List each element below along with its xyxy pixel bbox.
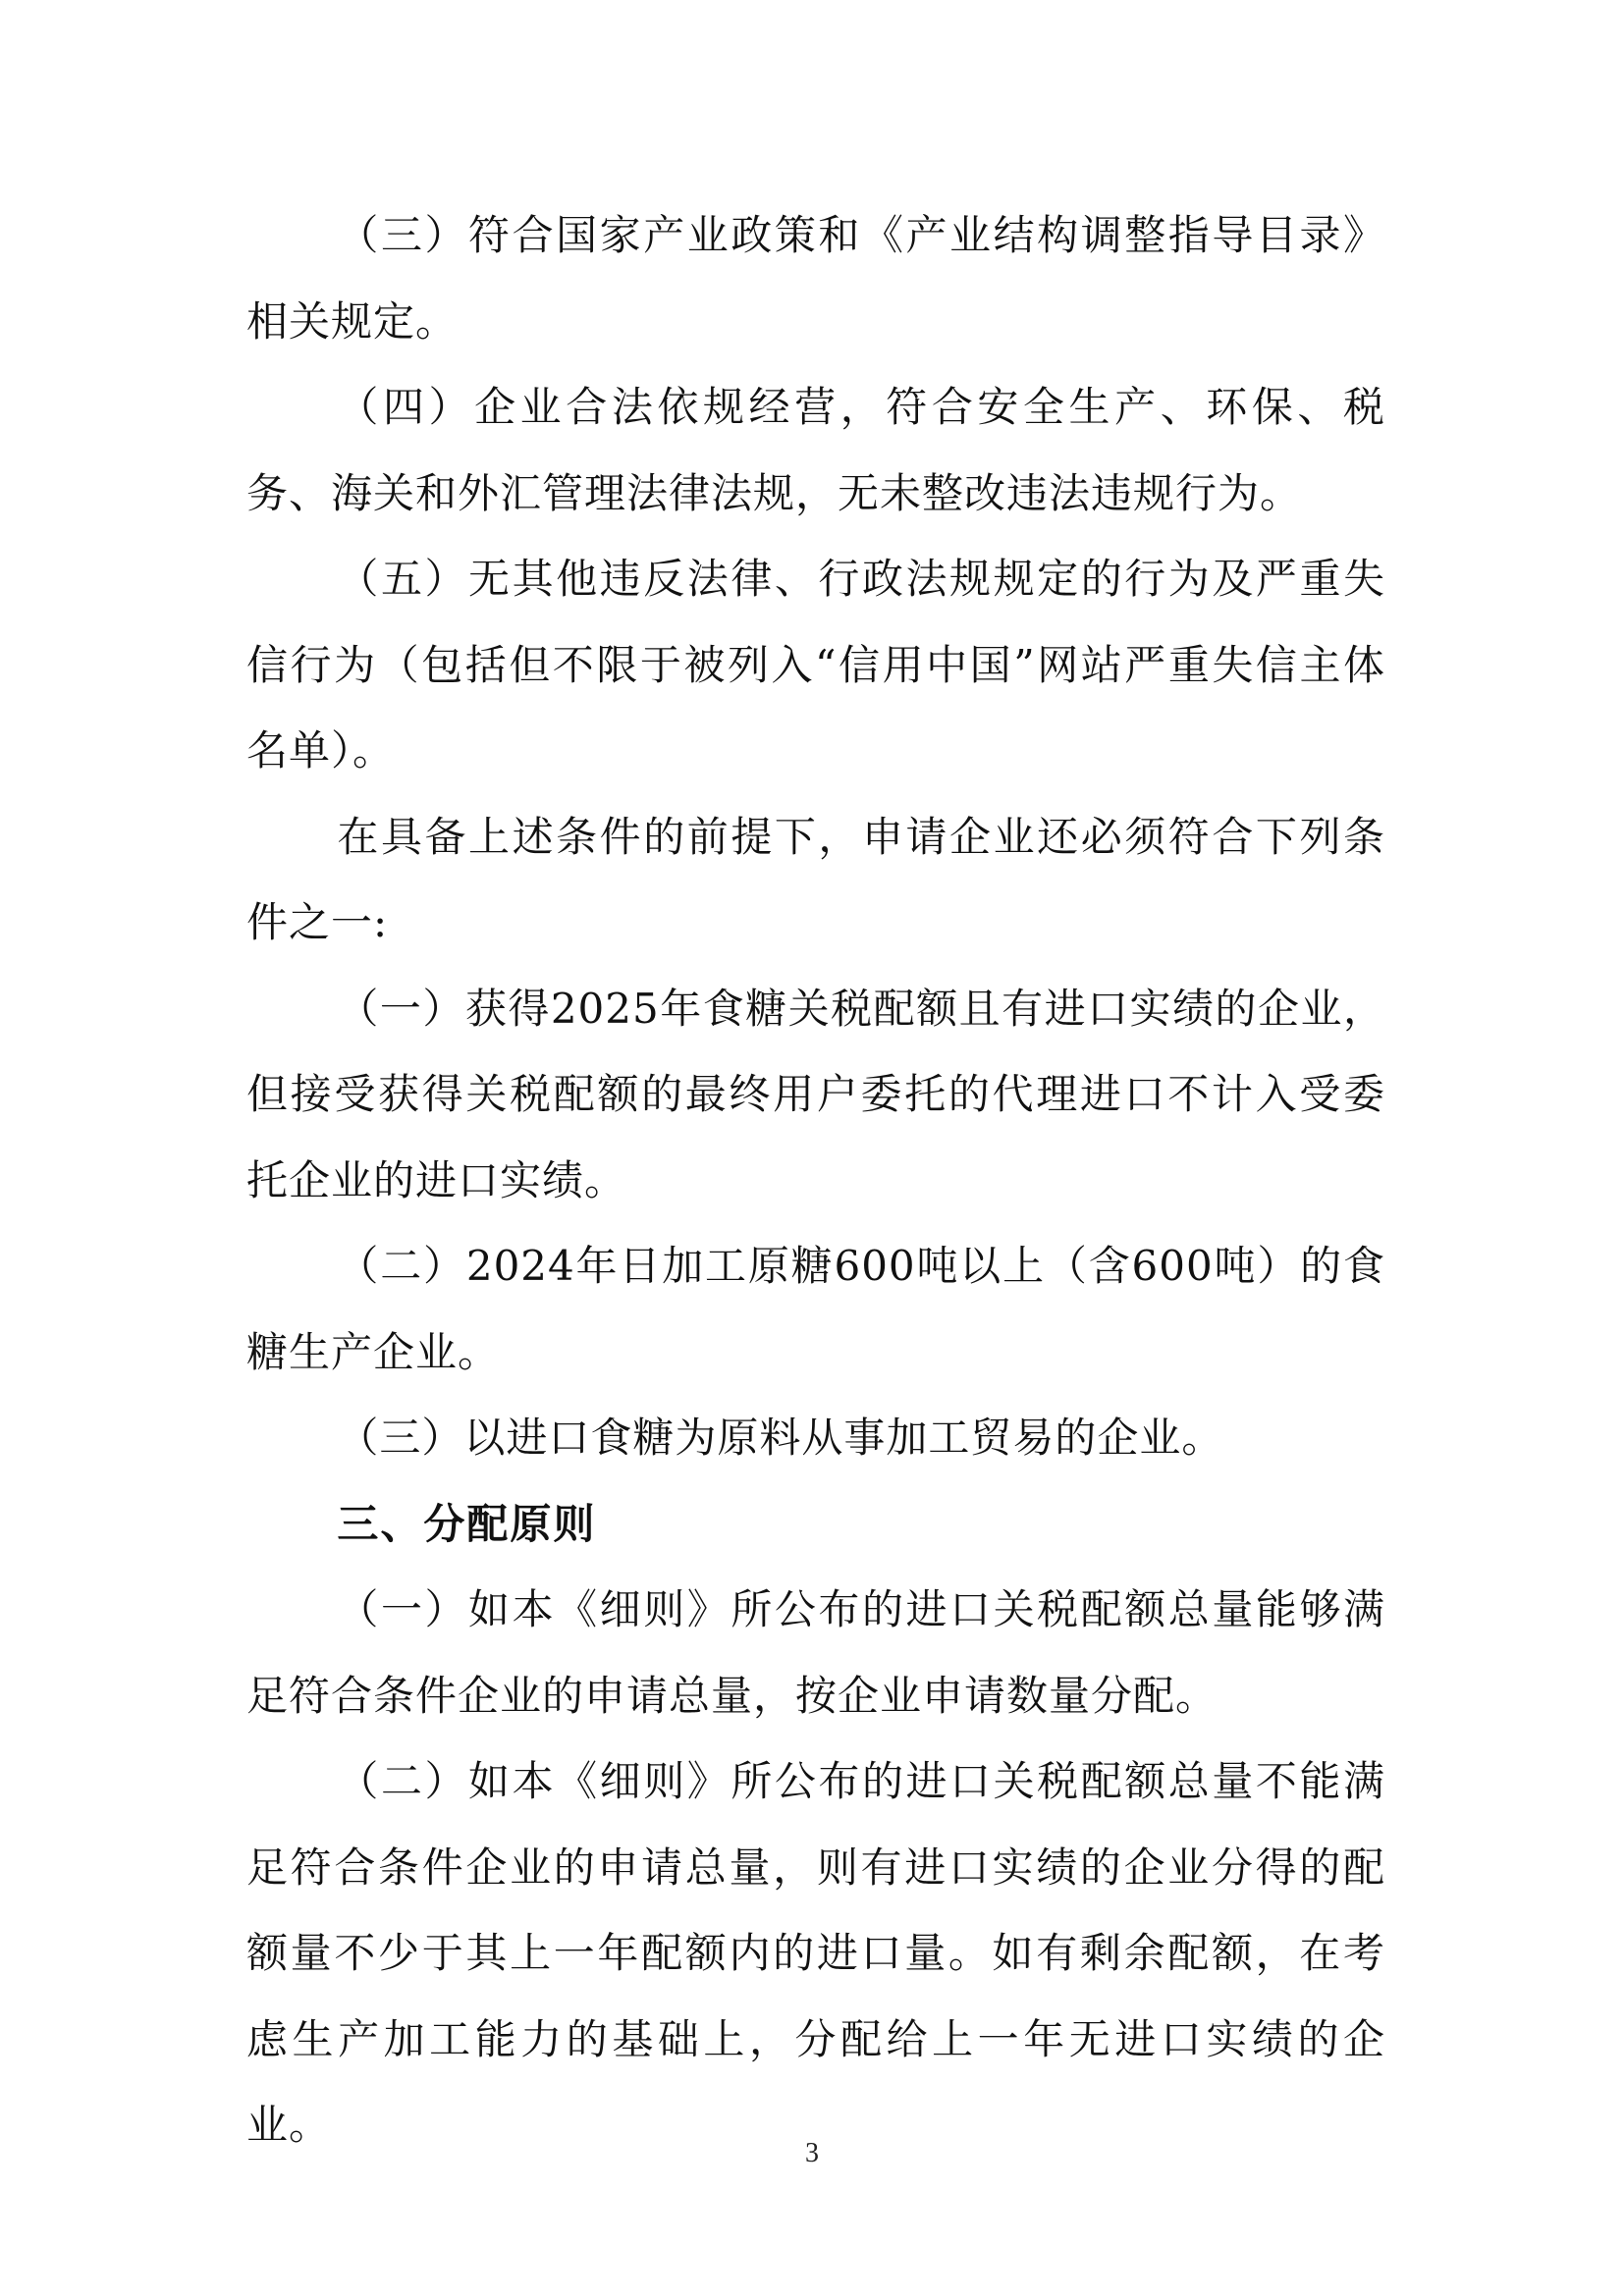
paragraph-principle-1: （一）如本《细则》所公布的进口关税配额总量能够满足符合条件企业的申请总量，按企业申请数量分配。 — [246, 1585, 1385, 1720]
paragraph-condition-3: （三）符合国家产业政策和《产业结构调整指导目录》相关规定。 — [246, 211, 1385, 346]
paragraph-condition-4: （四）企业合法依规经营，符合安全生产、环保、税务、海关和外汇管理法律法规，无未整改违法违规行为。 — [246, 383, 1385, 517]
document-body — [246, 192, 1385, 2168]
paragraph-condition-5: （五）无其他违反法律、行政法规规定的行为及严重失信行为（包括但不限于被列入“信用中国”网站严重失信主体名单）。 — [246, 555, 1385, 774]
paragraph-additional-condition-3: （三）以进口食糖为原料从事加工贸易的企业。 — [337, 1414, 1224, 1462]
section-heading-allocation-principles: 三、分配原则 — [337, 1499, 597, 1548]
paragraph-additional-condition-1: （一）获得2025年食糖关税配额且有进口实绩的企业，但接受获得关税配额的最终用户委托的代理进口不计入受委托企业的进口实绩。 — [246, 984, 1385, 1204]
paragraph-additional-conditions-intro: 在具备上述条件的前提下，申请企业还必须符合下列条件之一: — [246, 812, 1385, 946]
paragraph-additional-condition-2: （二）2024年日加工原糖600吨以上（含600吨）的食糖生产企业。 — [246, 1242, 1385, 1376]
page-number: 3 — [805, 2138, 819, 2168]
paragraph-principle-2: （二）如本《细则》所公布的进口关税配额总量不能满足符合条件企业的申请总量，则有进口实绩的企业分得的配额量不少于其上一年配额内的进口量。如有剩余配额，在考虑生产加工能力的基础上，分配给上一年无进口实绩的企业。 — [246, 1757, 1385, 2149]
